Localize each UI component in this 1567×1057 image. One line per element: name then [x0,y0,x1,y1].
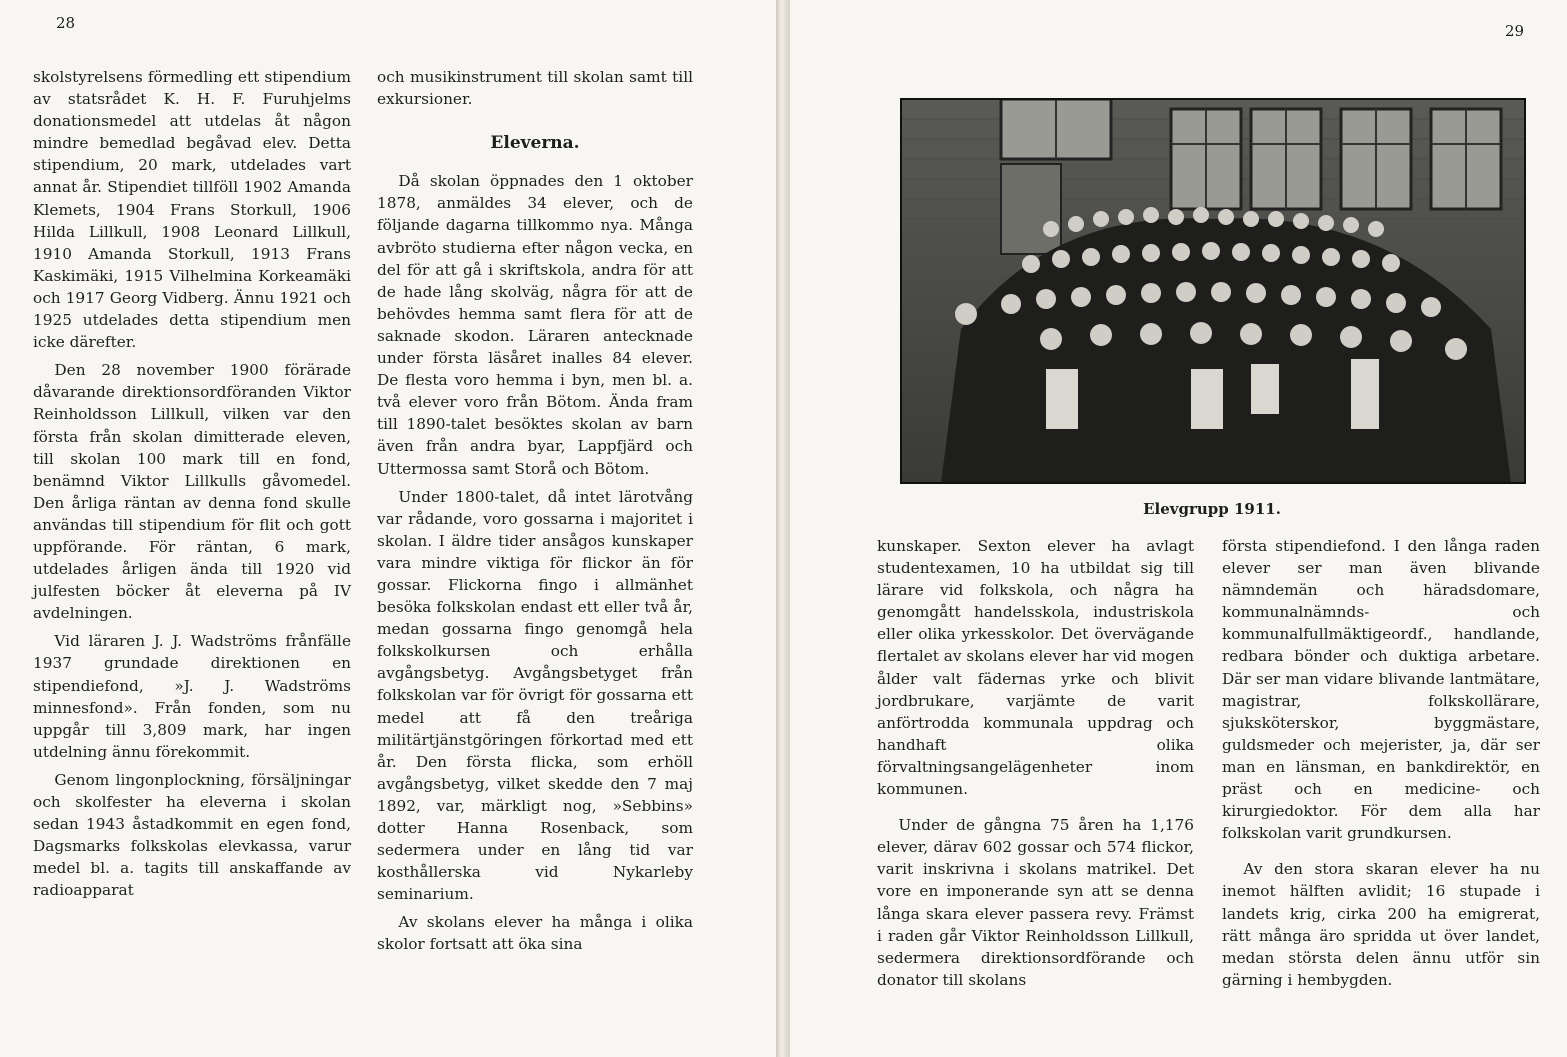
paragraph: Den 28 november 1900 förärade dåvarande direktionsordföranden Viktor Reinholdsson Lillkull, vilken var den första från skolan dimitterade eleven, till skolan 100 mark till en fond, benämnd Viktor Lillkulls gåvomedel. Den årliga räntan av denna fond skulle användas till stipendium för flit och gott uppförande. För räntan, 6 mark, utdelades årligen ända till 1920 vid julfesten böcker åt eleverna på IV avdelningen. [33,361,351,623]
photo-caption: Elevgrupp 1911. [1143,500,1281,518]
right-column-2 [1222,535,1540,991]
paragraph: Genom lingonplockning, försäljningar och skolfester ha eleverna i skolan sedan 1943 åstadkommit en egen fond, Dagsmarks folkskolas elevkassa, varur medel bl. a. tagits till anskaffande av radioapparat [33,770,351,900]
section-heading: Eleverna. [490,133,580,154]
paragraph: Av skolans elever ha många i olika skolor fortsatt att öka sina [377,913,693,954]
class-photograph-image [901,99,1525,483]
paragraph: Vid läraren J. J. Wadströms frånfälle 1937 grundade direktionen en stipendiefond, »J. J. Wadströms minnesfond». Från fonden, som nu uppgår till 3,809 mark, har ingen utdelning ännu förekommit. [33,632,351,761]
page-number: 28 [56,14,76,32]
page-number: 29 [1505,22,1525,40]
book-gutter [776,0,790,1057]
paragraph: Då skolan öppnades den 1 oktober 1878, anmäldes 34 elever, och de följande dagarna tillkommo nya. Många avbröto studierna efter någon vecka, en del för att gå i skriftskola, andra för att de hade lång skolväg, några för att de behövdes hemma samt flera för att de saknade skodon. Läraren antecknade under första läsåret inalles 84 elever. De flesta voro hemma i byn, men bl. a. två elever voro från Bötom. Ända fram till 1890-talet besöktes skolan av barn även från andra byar, Lappfjärd och Uttermossa samt Storå och Bötom. [377,172,693,478]
left-column-2 [377,66,693,956]
right-column-1 [877,535,1194,991]
class-photograph [900,98,1526,484]
paragraph: kunskaper. Sexton elever ha avlagt studentexamen, 10 ha utbildat sig till lärare vid folkskola, och några ha genomgått handelsskola, industriskola eller olika yrkesskolor. Det övervägande flertalet av skolans elever har vid mogen ålder valt fädernas yrke och blivit jordbrukare, varjämte de varit anförtrodda kommunala uppdrag och handhaft olika förvaltningsangelägenheter inom kommunen. [877,537,1194,799]
paragraph: förstа stipendiefond. I den långa raden elever ser man även blivande nämndemän och häradsdomare, kommunalnämnds- och kommunalfullmäktigeordf., handlande, redbara bönder och duktiga arbetare. Där ser man vidare blivande lantmätare, magistrar, folkskollärare, sjuksköterskor, byggmästare, guldsmeder och mejerister, ja, där ser man en länsman, en bankdirektör, en präst och en medicine- och kirurgiedoktor. För dem alla har folkskolan varit grundkursen. [1222,537,1540,843]
paragraph: Under de gångna 75 åren ha 1,176 elever, därav 602 gossar och 574 flickor, varit inskrivna i skolans matrikel. Det vore en imponerande syn att se denna långa skara elever passera revy. Främst i raden går Viktor Reinholdsson Lillkull, sedermera direktionsordförande och donator till skolans [877,816,1194,989]
right-page [790,0,1567,1057]
paragraph: Under 1800-talet, då intet lärotvång var rådande, voro gossarna i majoritet i skolan. I äldre tider ansågos kunskaper vara mindre viktiga för flickor än för gossar. Flickorna fingo i allmänhet besöka folkskolan endast ett eller två år, medan gossarna fingo genomgå hela folkskolkursen och erhålla avgångsbetyg. Avgångsbetyget från folkskolan var för övrigt för gossarna ett medel att få den treåriga militärtjänstgöringen förkortad med ett år. Den första flicka, som erhöll avgångsbetyg, vilket skedde den 7 maj 1892, var, märkligt nog, »Sebbins» dotter Hanna Rosenback, som sedermera under en lång tid var kosthållerska vid Nykarleby seminarium. [377,487,693,904]
paragraph: och musikinstrument till skolan samt till exkursioner. [377,68,693,109]
paragraph: Av den stora skaran elever ha nu inemot hälften avlidit; 16 stupade i landets krig, cirka 200 ha emigrerat, rätt många äro spridda ut över landet, medan största delen ännu utför sin gärning i hembygden. [1222,860,1540,989]
paragraph: skolstyrelsens förmedling ett stipendium av statsrådet K. H. F. Furuhjelms donationsmedel att utdelas åt någon mindre bemedlad begåvad elev. Detta stipendium, 20 mark, utdelades vart annat år. Stipendiet tillföll 1902 Amanda Klemets, 1904 Frans Storkull, 1906 Hilda Lillkull, 1908 Leonard Lillkull, 1910 Amanda Storkull, 1913 Frans Kaskimäki, 1915 Vilhelmina Korkeamäki och 1917 Georg Vidberg. Ännu 1921 och 1925 utdelades detta stipendium men icke därefter. [33,68,351,352]
left-page [0,0,776,1057]
left-column-1 [33,66,351,901]
